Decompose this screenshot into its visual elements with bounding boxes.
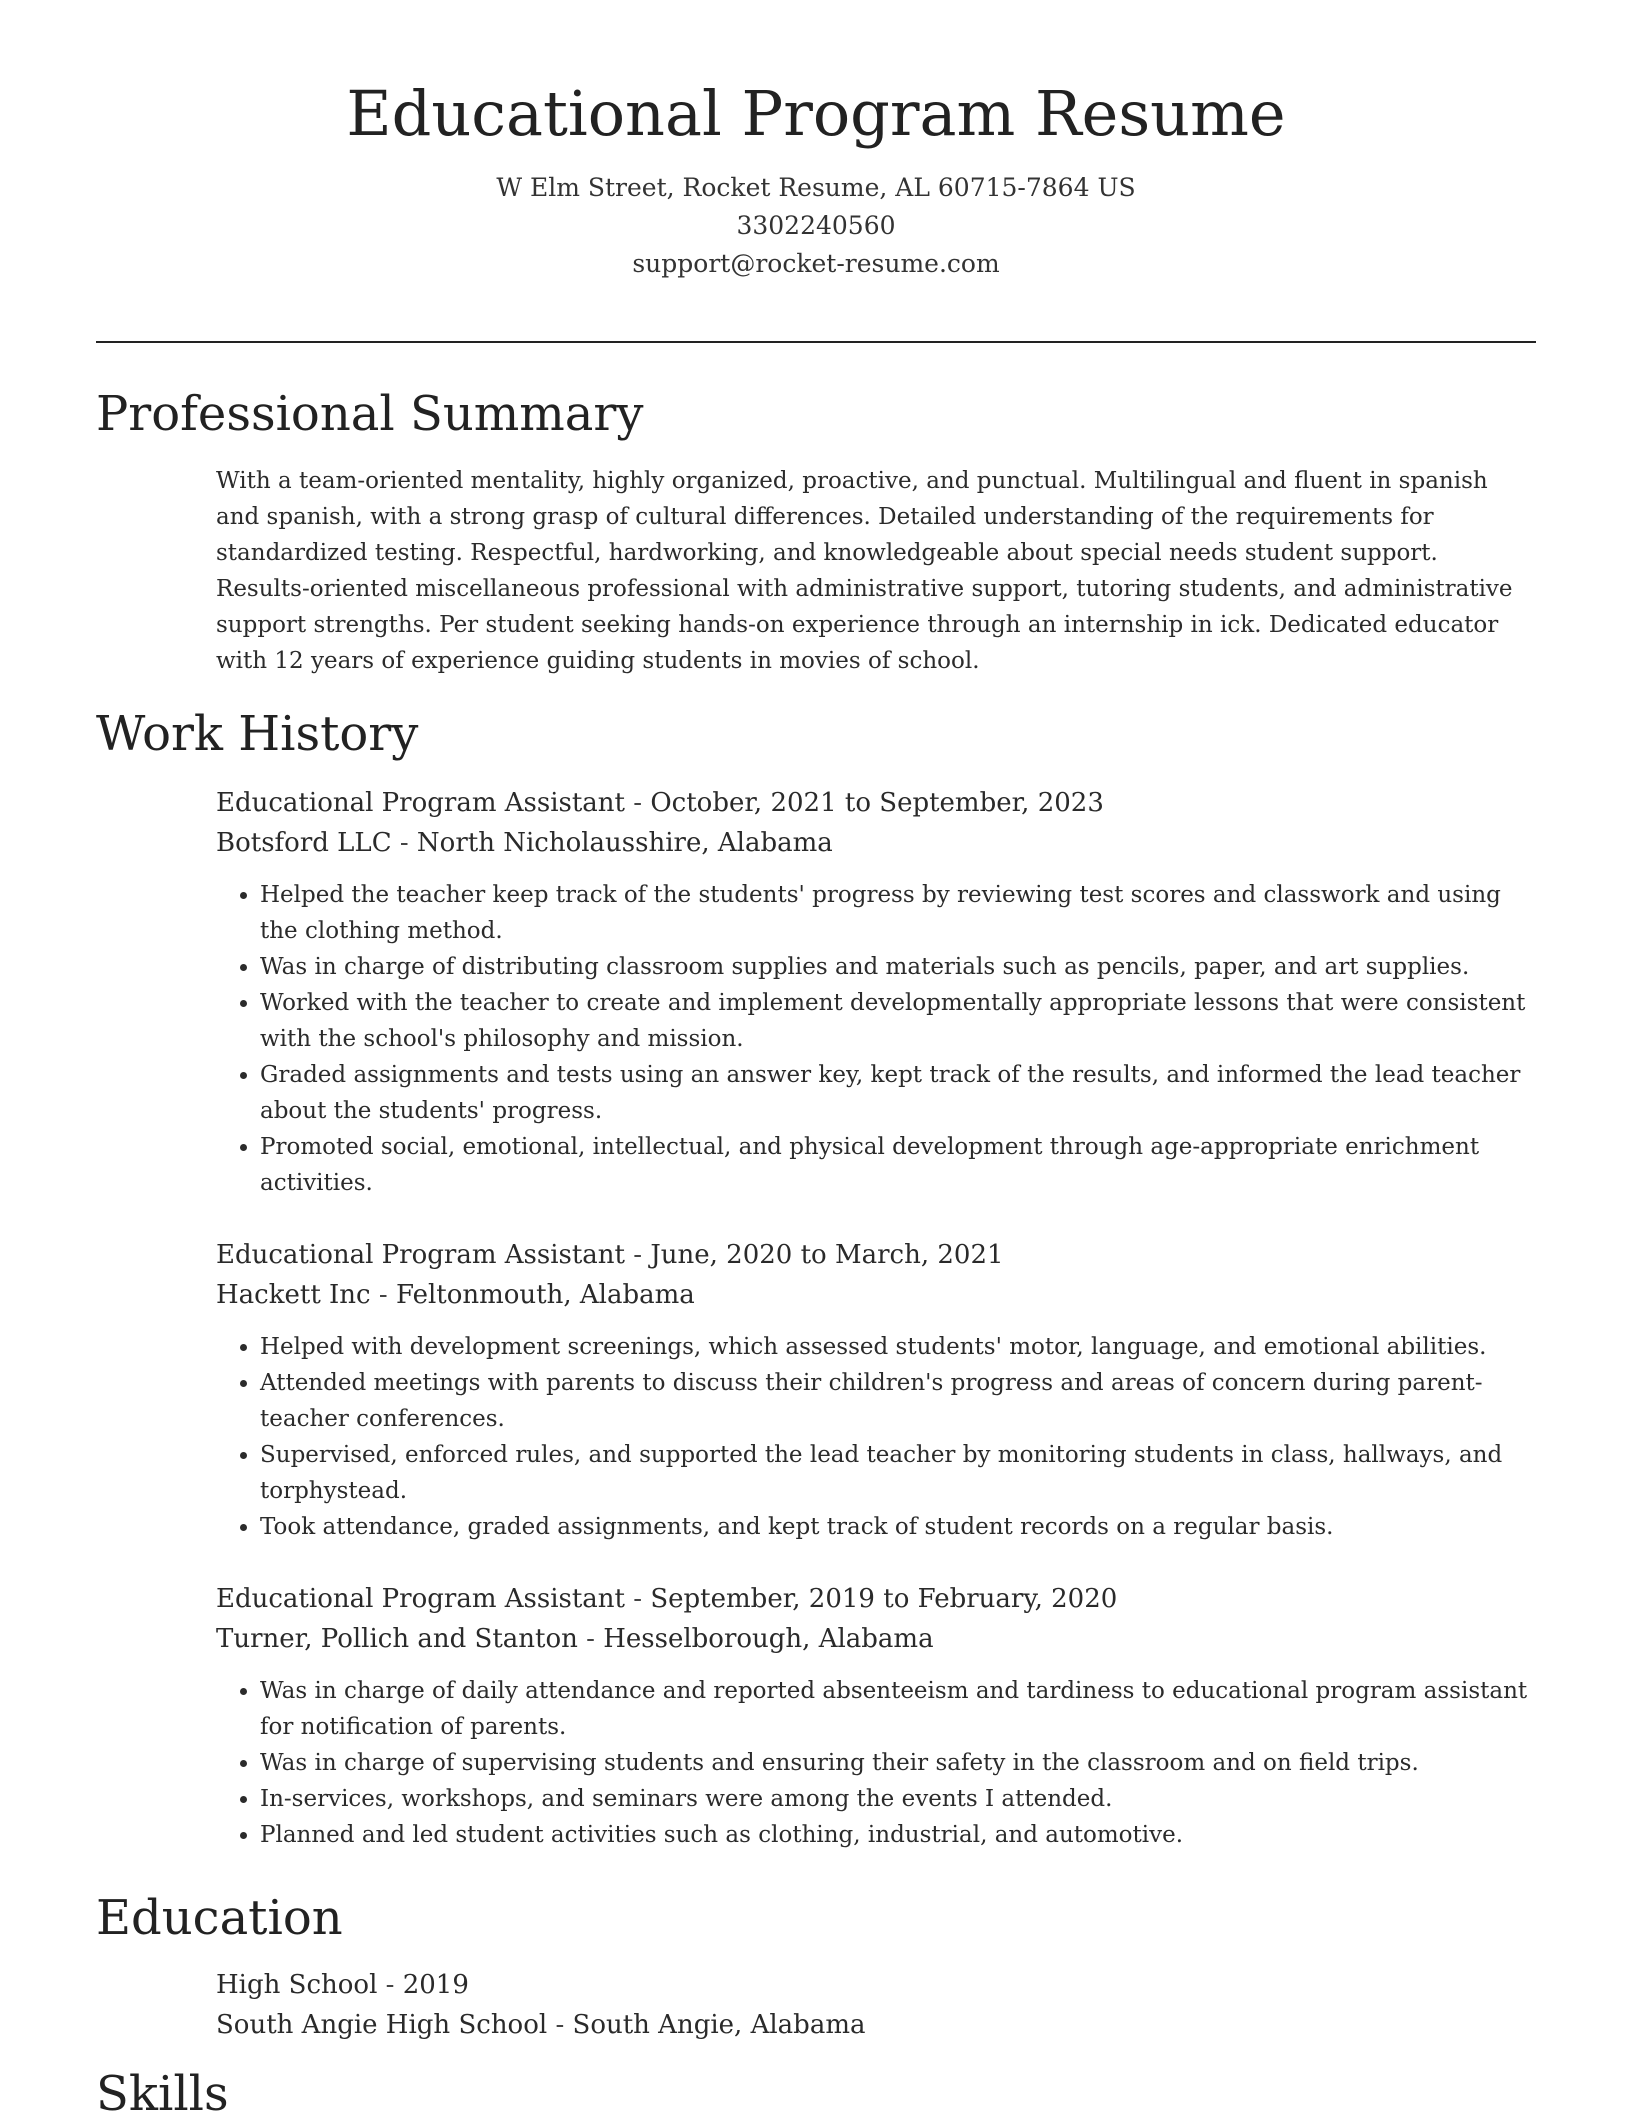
education-school-line — [216, 2005, 1536, 2045]
professional-summary-section — [96, 383, 1536, 679]
job-location: North Nicholausshire, Alabama — [416, 828, 833, 858]
job-bullet: • Was in charge of supervising students and ensuring their safety in the classroom and on field trips. — [260, 1745, 1536, 1781]
job-role: Educational Program Assistant — [216, 788, 626, 818]
job-separator: - — [625, 1584, 651, 1614]
job-bullet: • Attended meetings with parents to discuss their children's progress and areas of concern during parent-teacher conferences. — [260, 1365, 1536, 1437]
skills-section — [96, 2063, 1536, 2125]
job-entry — [216, 1579, 1536, 1853]
job-entry — [216, 1235, 1536, 1545]
job-title-line — [216, 1579, 1536, 1619]
company-separator: - — [370, 1280, 396, 1310]
section-title-education: Education — [96, 1890, 343, 1946]
education-school: South Angie High School — [216, 2010, 548, 2040]
job-bullet: • Was in charge of daily attendance and reported absenteeism and tardiness to educational program assistant for notification of parents. — [260, 1673, 1536, 1745]
education-year: 2019 — [402, 1970, 469, 2000]
job-dates: September, 2019 to February, 2020 — [650, 1584, 1118, 1614]
job-bullets — [216, 877, 1536, 1201]
job-company-line — [216, 1275, 1536, 1315]
address-line: W Elm Street, Rocket Resume, AL 60715-7864 US — [496, 173, 1136, 203]
job-separator: - — [625, 1240, 651, 1270]
school-separator: - — [547, 2010, 573, 2040]
education-location: South Angie, Alabama — [572, 2010, 866, 2040]
education-section — [96, 1887, 1536, 2045]
work-history-section — [96, 703, 1536, 1853]
job-entry — [216, 783, 1536, 1201]
section-title-work-history: Work History — [96, 706, 419, 762]
job-bullet: • Helped with development screenings, which assessed students' motor, language, and emotional abilities. — [260, 1329, 1536, 1365]
header-divider — [96, 341, 1536, 343]
section-title-professional-summary: Professional Summary — [96, 386, 644, 442]
contact-info — [96, 169, 1536, 283]
job-location: Feltonmouth, Alabama — [395, 1280, 695, 1310]
job-company: Turner, Pollich and Stanton — [216, 1624, 578, 1654]
email-line: support@rocket-resume.com — [632, 249, 1000, 279]
education-entry — [216, 1965, 1536, 2045]
job-bullet: • Worked with the teacher to create and implement developmentally appropriate lessons that were consistent with the school's philosophy and mission. — [260, 985, 1536, 1057]
company-separator: - — [577, 1624, 604, 1654]
section-title-skills: Skills — [96, 2066, 229, 2122]
job-location: Hesselborough, Alabama — [603, 1624, 934, 1654]
job-bullet: • Planned and led student activities such as clothing, industrial, and automotive. — [260, 1817, 1536, 1853]
phone-line: 3302240560 — [736, 211, 896, 241]
job-bullet: • Took attendance, graded assignments, and kept track of student records on a regular basis. — [260, 1509, 1536, 1545]
job-separator: - — [625, 788, 651, 818]
education-degree-line — [216, 1965, 1536, 2005]
job-bullet: • Helped the teacher keep track of the students' progress by reviewing test scores and classwork and using the clothing method. — [260, 877, 1536, 949]
resume-header — [96, 78, 1536, 283]
job-company-line — [216, 1619, 1536, 1659]
job-bullets — [216, 1673, 1536, 1853]
job-title-line — [216, 1235, 1536, 1275]
job-company: Botsford LLC — [216, 828, 392, 858]
education-separator: - — [377, 1970, 403, 2000]
job-title-line — [216, 783, 1536, 823]
summary-text: With a team-oriented mentality, highly organized, proactive, and punctual. Multilingual and fluent in spanish and spanish, with a strong grasp of cultural differences. Detailed understanding of the requirements for standardized testing. Respectful, hardworking, and knowledgeable about special needs student support. Results-oriented miscellaneous professional with administrative support, tutoring students, and administrative support strengths. Per student seeking hands-on experience through an internship in ick. Dedicated educator with 12 years of experience guiding students in movies of school. — [216, 468, 1513, 674]
job-bullet: • Graded assignments and tests using an answer key, kept track of the results, and informed the lead teacher about the students' progress. — [260, 1057, 1536, 1129]
job-company-line — [216, 823, 1536, 863]
job-dates: June, 2020 to March, 2021 — [650, 1240, 1004, 1270]
resume-content — [96, 383, 1536, 2125]
job-bullet: • Supervised, enforced rules, and supported the lead teacher by monitoring students in class, hallways, and torphystead. — [260, 1437, 1536, 1509]
job-role: Educational Program Assistant — [216, 1240, 626, 1270]
job-company: Hackett Inc — [216, 1280, 371, 1310]
company-separator: - — [391, 828, 417, 858]
job-dates: October, 2021 to September, 2023 — [650, 788, 1104, 818]
resume-title: Educational Program Resume — [346, 77, 1286, 150]
job-bullet: • Promoted social, emotional, intellectual, and physical development through age-appropriate enrichment activities. — [260, 1129, 1536, 1201]
job-bullets — [216, 1329, 1536, 1545]
job-bullet: • Was in charge of distributing classroom supplies and materials such as pencils, paper, and art supplies. — [260, 949, 1536, 985]
job-bullet: • In-services, workshops, and seminars were among the events I attended. — [260, 1781, 1536, 1817]
job-role: Educational Program Assistant — [216, 1584, 626, 1614]
education-degree: High School — [216, 1970, 378, 2000]
